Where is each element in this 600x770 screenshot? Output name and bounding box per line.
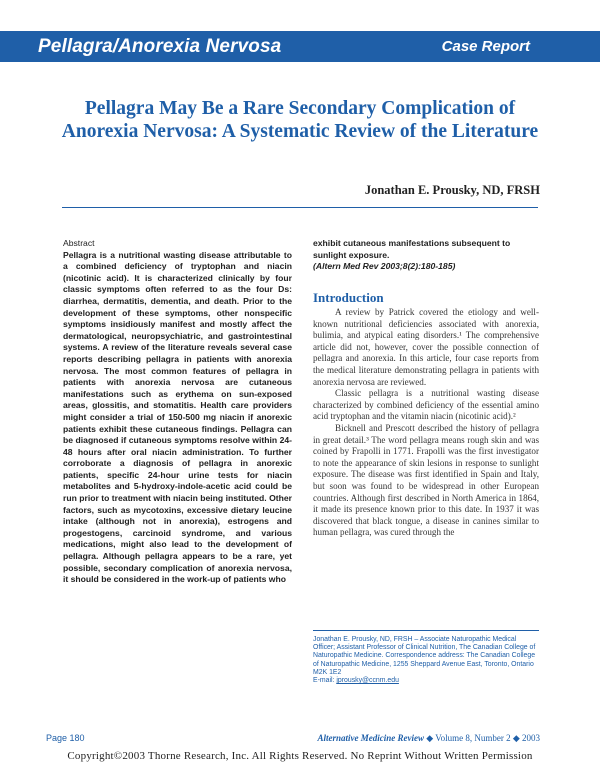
intro-paragraph: Classic pellagra is a nutritional wasting disease characterized by combined deficiency of the essential amino acid tryptophan and the vitamin niacin (nicotinic acid).² bbox=[313, 388, 539, 422]
abstract-citation: (Altern Med Rev 2003;8(2):180-185) bbox=[313, 261, 456, 272]
copyright-notice: Copyright©2003 Thorne Research, Inc. All Rights Reserved. No Reprint Without Written Permission bbox=[67, 750, 533, 762]
title-divider bbox=[62, 207, 538, 208]
footnote-divider bbox=[313, 630, 539, 631]
page-number: Page 180 bbox=[46, 733, 85, 743]
article-author: Jonathan E. Prousky, ND, FRSH bbox=[364, 183, 540, 197]
abstract-continuation-text: exhibit cutaneous manifestations subsequent to sunlight exposure. bbox=[313, 238, 511, 260]
journal-name: Alternative Medicine Review bbox=[317, 733, 424, 743]
diamond-separator-icon: ◆ bbox=[426, 733, 434, 743]
header-banner bbox=[0, 31, 600, 62]
article-title: Pellagra May Be a Rare Secondary Complication of Anorexia Nervosa: A Systematic Review of the Literature bbox=[61, 98, 539, 142]
abstract-body: Pellagra is a nutritional wasting disease attributable to a combined deficiency of tryptophan and niacin (nicotinic acid). It is characterized clinically by four classic symptoms often referred to as the four Ds: diarrhea, dermatitis, dementia, and death. Prior to the development of these symptoms, other nonspecific symptoms insidiously manifest and mostly affect the dermatological, neuropsychiatric, and gastrointestinal systems. A review of the literature reveals several case reports describing pellagra in patients with anorexia nervosa. The most common features of pellagra in patients with anorexia nervosa are cutaneous manifestations such as erythema on sun-exposed areas, glossitis, and stomatitis. Health care providers might consider a trial of 150-500 mg niacin if anorexic patients exhibit these cutaneous findings. Pellagra can be diagnosed if cutaneous symptoms resolve within 24-48 hours after oral niacin administration. To further corroborate a diagnosis of pellagra in anorexic patients, specific 24-hour urine tests for niacin metabolites and 5-hydroxy-indole-acetic acid could be run prior to treatment with niacin being instituted. Other factors, such as mycotoxins, excessive dietary leucine intake (although not in anorexia), estrogens and progestogens, carcinoid syndrome, and various medications, might also lead to the development of pellagra. Although pellagra appears to be a rare, yet possible, secondary complication of anorexia nervosa, it should be considered in the work-up of patients who bbox=[63, 249, 292, 585]
abstract-continuation bbox=[313, 238, 539, 273]
journal-year: 2003 bbox=[522, 733, 540, 743]
introduction-heading: Introduction bbox=[313, 290, 384, 305]
abstract bbox=[63, 238, 292, 586]
affiliation-text: Jonathan E. Prousky, ND, FRSH – Associate Naturopathic Medical Officer; Assistant Professor of Clinical Nutrition, The Canadian College of Naturopathic Medicine. Correspondence address: The Canadian College of Naturopathic Medicine, 1255 Sheppard Avenue East, Toronto, Ontario M2K 1E2 bbox=[313, 636, 536, 676]
introduction-body bbox=[313, 307, 539, 539]
section-title: Pellagra/Anorexia Nervosa bbox=[38, 36, 282, 57]
intro-paragraph: A review by Patrick covered the etiology and well-known nutritional deficiencies associated with anorexia, bulimia, and atypical eating disorders.¹ The comprehensive article did not, however, cover the possible connection of pellagra and anorexia. In this article, four case reports from the medical literature demonstrating pellagra in patients with anorexia nervosa are reviewed. bbox=[313, 307, 539, 387]
journal-volume: Volume 8, Number 2 bbox=[435, 733, 511, 743]
intro-paragraph: Bicknell and Prescott described the history of pellagra in great detail.³ The word pellagra means rough skin and was coined by Frapolli in 1771. Frapolli was the first investigator to note the appearance of skin lesions in response to sunlight exposure. The disease was first identified in Spain and Italy, but soon was found to be widespread in other European countries. Although first described in North America in 1864, it made its presence known prior to this date. In 1937 it was discovered that black tongue, a disease in canines similar to human pellagra, was cured through the bbox=[313, 422, 539, 538]
author-affiliation bbox=[313, 636, 539, 685]
page-footer bbox=[0, 733, 600, 747]
diamond-separator-icon: ◆ bbox=[512, 733, 520, 743]
abstract-label: Abstract bbox=[63, 238, 95, 248]
article-type: Case Report bbox=[441, 38, 530, 55]
email-label: E-mail: bbox=[313, 677, 335, 685]
journal-info bbox=[318, 733, 541, 744]
author-email-link[interactable]: jprousky@ccnm.edu bbox=[336, 677, 399, 685]
